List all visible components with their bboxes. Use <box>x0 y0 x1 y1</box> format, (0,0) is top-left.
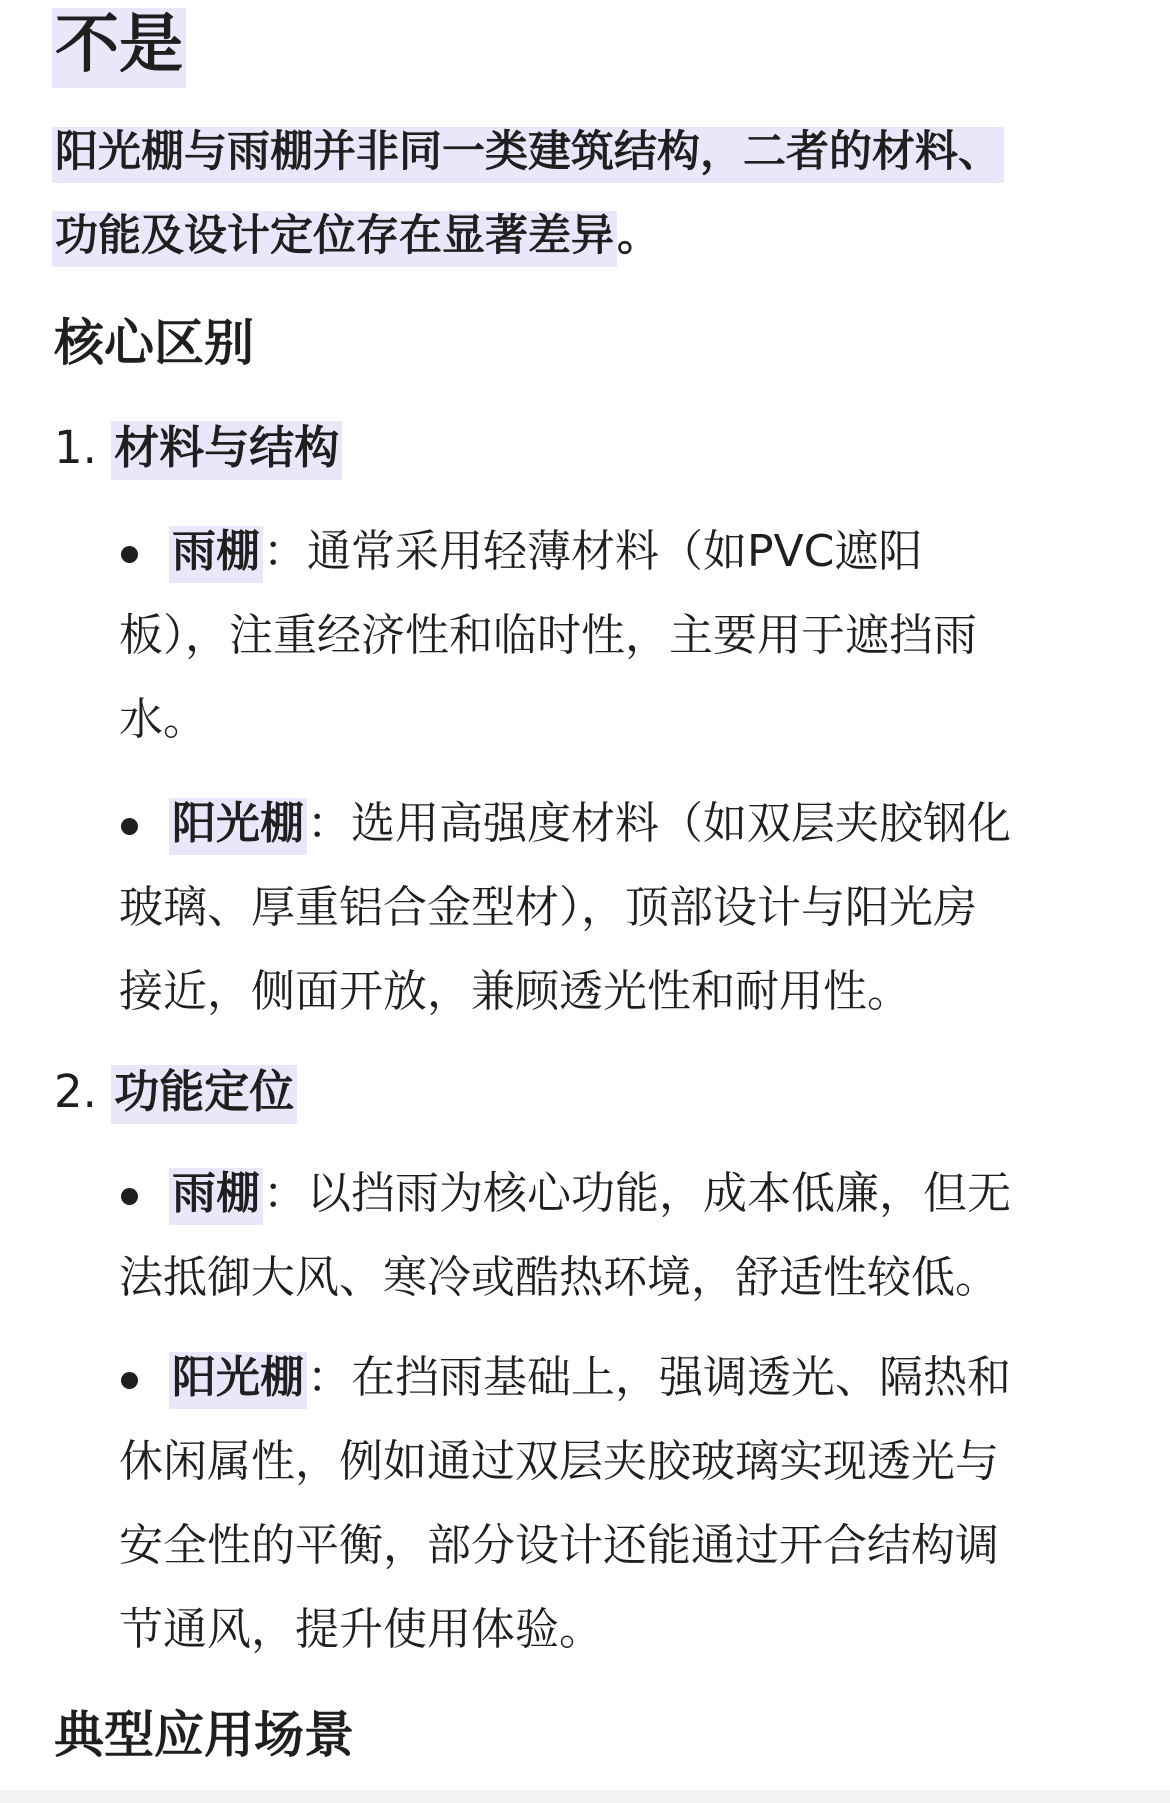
subsection-heading-1 <box>54 416 342 480</box>
bullet-term: 雨棚 <box>169 1168 263 1225</box>
bullet-line: 玻璃、厚重铝合金型材），顶部设计与阳光房 <box>119 882 977 933</box>
bullet-line: 水。 <box>119 694 207 745</box>
bullet-line: 节通风，提升使用体验。 <box>119 1604 603 1655</box>
bullet-line: 休闲属性，例如通过双层夹胶玻璃实现透光与 <box>119 1436 999 1487</box>
bullet-line <box>169 1336 1011 1420</box>
answer-heading <box>52 6 186 84</box>
subsection-heading-2 <box>54 1060 297 1124</box>
answer-heading-text: 不是 <box>52 8 186 88</box>
bullet-dot <box>121 1188 138 1205</box>
lead-line-1-text: 阳光棚与雨棚并非同一类建筑结构，二者的材料、 <box>52 127 1004 183</box>
bullet-text: 以挡雨为核心功能，成本低廉，但无 <box>307 1168 1011 1219</box>
section-title: 核心区别 <box>54 314 254 372</box>
bullet-line: 接近，侧面开放，兼顾透光性和耐用性。 <box>119 966 911 1017</box>
bullet-colon: ： <box>307 798 351 849</box>
bullet-term: 阳光棚 <box>169 1352 307 1409</box>
bullet-text: 选用高强度材料（如双层夹胶钢化 <box>351 798 1011 849</box>
bullet-dot <box>121 1372 138 1389</box>
bullet-colon: ： <box>263 1168 307 1219</box>
lead-line-2-end: 。 <box>617 211 660 261</box>
bullet-text: 在挡雨基础上，强调透光、隔热和 <box>351 1352 1011 1403</box>
subsection-title: 功能定位 <box>111 1065 297 1124</box>
bullet-dot <box>121 546 138 563</box>
bullet-line: 法抵御大风、寒冷或酷热环境，舒适性较低。 <box>119 1252 999 1303</box>
bullet-line: 板），注重经济性和临时性，主要用于遮挡雨 <box>119 610 977 661</box>
bullet-line <box>169 1152 1011 1236</box>
lead-line-2 <box>52 194 660 278</box>
bullet-colon: ： <box>263 526 307 577</box>
bullet-line: 安全性的平衡，部分设计还能通过开合结构调 <box>119 1520 999 1571</box>
bullet-line <box>169 782 1011 866</box>
subsection-title: 材料与结构 <box>111 421 342 480</box>
bullet-line <box>169 510 922 594</box>
lead-line-1 <box>52 110 1004 194</box>
bullet-colon: ： <box>307 1352 351 1403</box>
next-section-title: 典型应用场景 <box>54 1706 354 1764</box>
bullet-term: 雨棚 <box>169 526 263 583</box>
bullet-term: 阳光棚 <box>169 798 307 855</box>
bullet-dot <box>121 818 138 835</box>
bottom-divider <box>0 1790 1170 1803</box>
subsection-number: 2. <box>54 1065 97 1118</box>
bullet-text: 通常采用轻薄材料（如PVC遮阳 <box>307 526 923 577</box>
subsection-number: 1. <box>54 421 97 474</box>
lead-line-2-highlight: 功能及设计定位存在显著差异 <box>52 211 617 267</box>
